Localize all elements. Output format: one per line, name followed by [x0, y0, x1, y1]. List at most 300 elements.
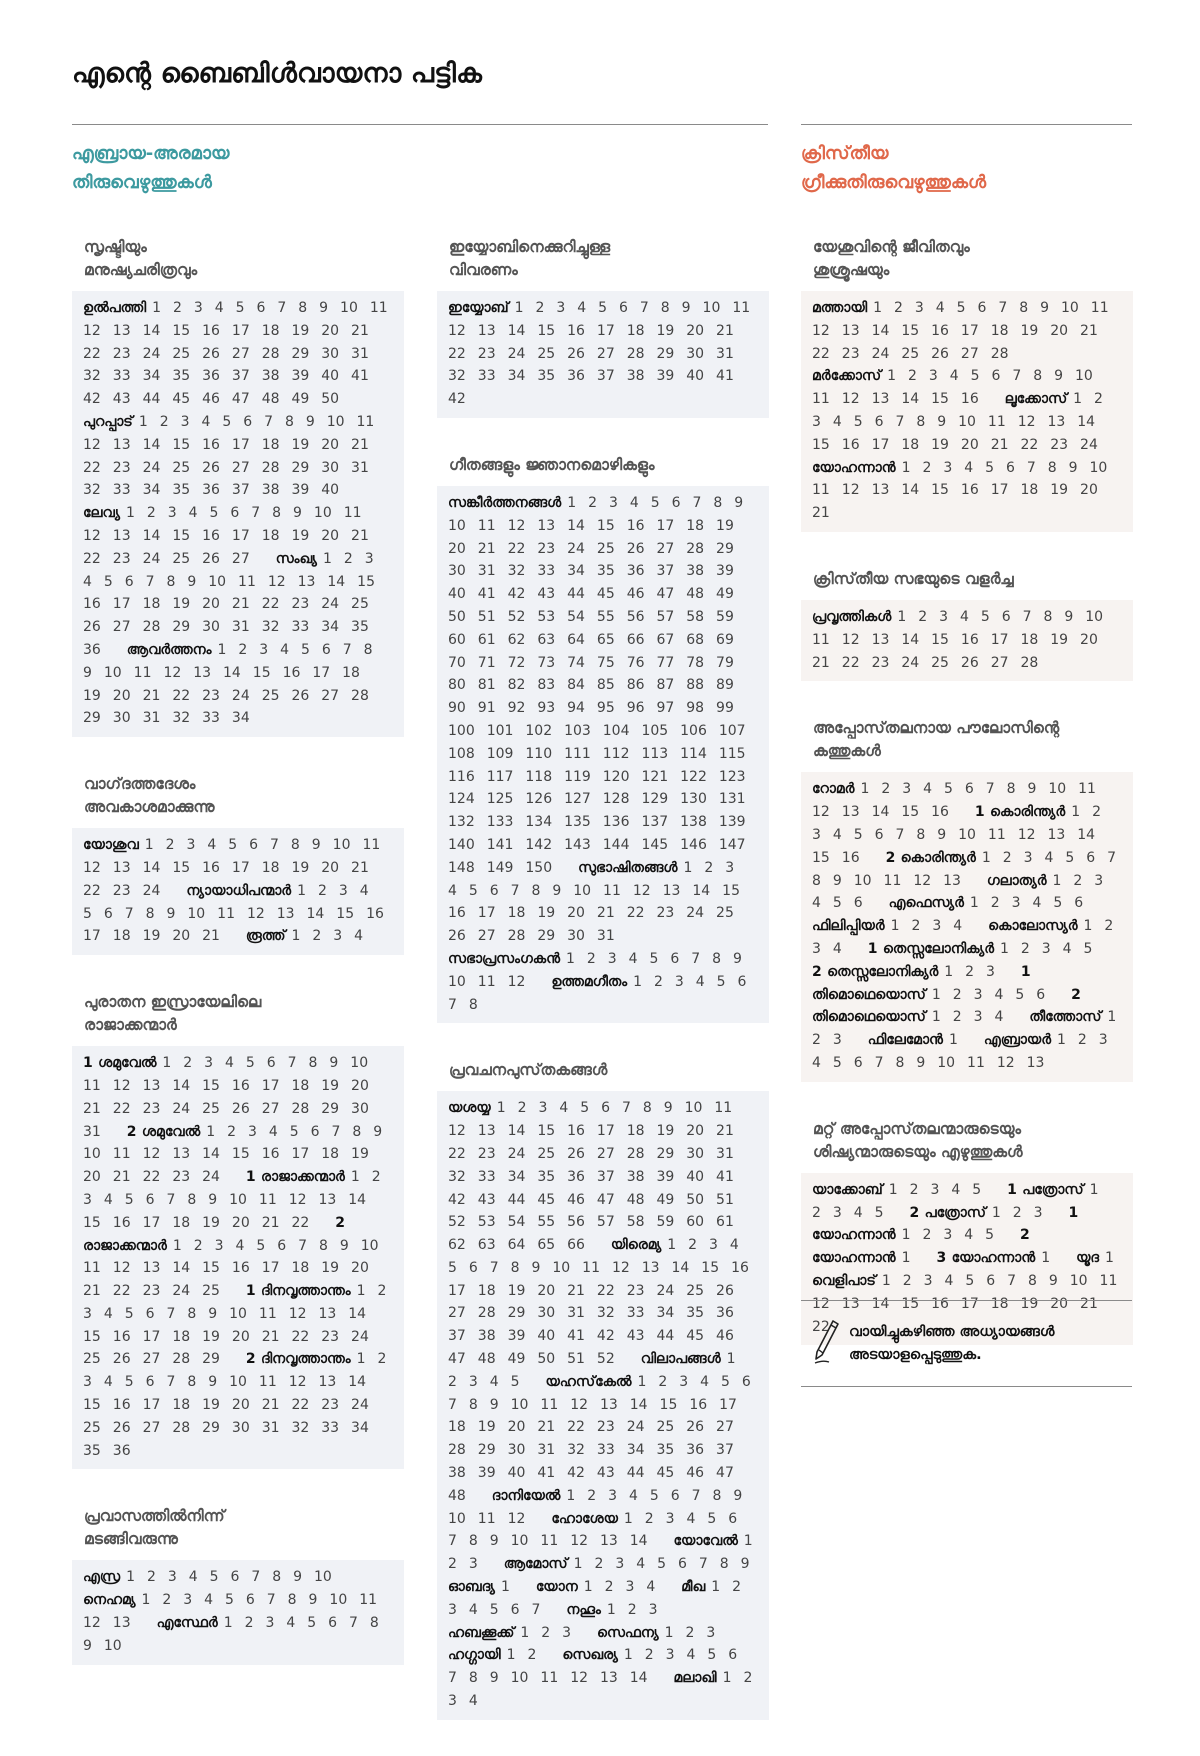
chapter-number[interactable]: 16 — [282, 664, 301, 681]
chapter-number[interactable]: 119 — [564, 768, 591, 785]
chapter-number[interactable]: 1 — [637, 1373, 647, 1390]
chapter-number[interactable]: 14 — [306, 905, 325, 922]
chapter-number[interactable]: 1 — [623, 1647, 633, 1664]
chapter-number[interactable]: 8 — [318, 1237, 328, 1254]
chapter-number[interactable]: 11 — [540, 1670, 559, 1687]
chapter-number[interactable]: 28 — [507, 928, 526, 945]
chapter-number[interactable]: 8 — [1019, 300, 1029, 316]
chapter-number[interactable]: 1 — [500, 1579, 510, 1596]
chapter-number[interactable]: 17 — [871, 436, 890, 453]
chapter-number[interactable]: 9 — [305, 413, 315, 430]
chapter-number[interactable]: 9 — [733, 1487, 743, 1504]
chapter-number[interactable]: 6 — [874, 413, 884, 430]
chapter-number[interactable]: 35 — [537, 1168, 556, 1185]
chapter-number[interactable]: 23 — [626, 1282, 645, 1299]
chapter-number[interactable]: 5 — [245, 1055, 255, 1072]
chapter-number[interactable]: 32 — [507, 563, 526, 580]
chapter-number[interactable]: 4 — [686, 1647, 696, 1664]
chapter-number[interactable]: 7 — [145, 573, 155, 590]
chapter-number[interactable]: 14 — [1077, 826, 1096, 843]
chapter-number[interactable]: 13 — [841, 1295, 860, 1312]
chapter-number[interactable]: 68 — [686, 631, 705, 648]
chapter-number[interactable]: 56 — [626, 608, 645, 625]
chapter-number[interactable]: 6 — [1074, 895, 1084, 912]
chapter-number[interactable]: 27 — [142, 1351, 161, 1368]
chapter-number[interactable]: 22 — [841, 654, 860, 671]
chapter-number[interactable]: 107 — [718, 722, 746, 739]
chapter-number[interactable]: 2 — [162, 1592, 172, 1609]
chapter-number[interactable]: 51 — [567, 1351, 585, 1368]
chapter-number[interactable]: 1 — [890, 918, 900, 935]
chapter-number[interactable]: 15 — [202, 1077, 220, 1094]
chapter-number[interactable]: 7 — [1007, 1272, 1017, 1289]
chapter-number[interactable]: 23 — [202, 687, 220, 704]
chapter-number[interactable]: 23 — [172, 1169, 191, 1186]
chapter-number[interactable]: 8 — [468, 1396, 478, 1413]
chapter-number[interactable]: 36 — [83, 641, 101, 658]
chapter-number[interactable]: 3 — [932, 918, 942, 935]
chapter-number[interactable]: 47 — [656, 586, 675, 603]
chapter-number[interactable]: 22 — [291, 1328, 310, 1345]
chapter-number[interactable]: 13 — [662, 882, 681, 899]
chapter-number[interactable]: 23 — [291, 596, 310, 613]
chapter-number[interactable]: 1 — [1052, 872, 1062, 889]
chapter-number[interactable]: 14 — [692, 882, 711, 899]
chapter-number[interactable]: 16 — [112, 1214, 131, 1231]
chapter-number[interactable]: 27 — [596, 345, 615, 362]
chapter-number[interactable]: 3 — [608, 1487, 618, 1504]
chapter-number[interactable]: 7 — [1107, 849, 1117, 866]
chapter-number[interactable]: 52 — [596, 1351, 615, 1368]
chapter-number[interactable]: 12 — [246, 905, 265, 922]
chapter-number[interactable]: 101 — [486, 722, 514, 739]
chapter-number[interactable]: 19 — [202, 1328, 220, 1345]
chapter-number[interactable]: 16 — [960, 631, 979, 648]
chapter-number[interactable]: 9 — [187, 573, 197, 590]
chapter-number[interactable]: 59 — [716, 608, 734, 625]
chapter-number[interactable]: 2 — [1012, 1204, 1022, 1221]
chapter-number[interactable]: 1 — [726, 1351, 736, 1368]
chapter-number[interactable]: 27 — [231, 345, 250, 362]
chapter-number[interactable]: 126 — [525, 791, 553, 808]
chapter-number[interactable]: 2 — [732, 1579, 741, 1596]
chapter-number[interactable]: 31 — [261, 1419, 280, 1436]
chapter-number[interactable]: 11 — [883, 872, 902, 889]
chapter-number[interactable]: 3 — [930, 1181, 940, 1198]
chapter-number[interactable]: 3 — [943, 459, 953, 476]
chapter-number[interactable]: 4 — [959, 608, 969, 625]
chapter-number[interactable]: 54 — [507, 1214, 526, 1231]
chapter-number[interactable]: 7 — [287, 1055, 297, 1072]
chapter-number[interactable]: 5 — [985, 459, 995, 476]
chapter-number[interactable]: 30 — [202, 619, 220, 636]
chapter-number[interactable]: 22 — [448, 345, 466, 362]
chapter-number[interactable]: 8 — [719, 1556, 729, 1573]
chapter-number[interactable]: 15 — [812, 849, 830, 866]
chapter-number[interactable]: 3 — [902, 781, 912, 798]
chapter-number[interactable]: 20 — [507, 1419, 526, 1436]
chapter-number[interactable]: 24 — [142, 550, 161, 567]
chapter-number[interactable]: 6 — [230, 1569, 240, 1586]
chapter-number[interactable]: 3 — [832, 1204, 842, 1221]
chapter-number[interactable]: 1 — [141, 1592, 151, 1609]
chapter-number[interactable]: 62 — [448, 1237, 466, 1254]
chapter-number[interactable]: 24 — [351, 1328, 369, 1345]
chapter-number[interactable]: 13 — [318, 1191, 337, 1208]
chapter-number[interactable]: 11 — [477, 1510, 496, 1527]
chapter-number[interactable]: 3 — [928, 368, 938, 385]
chapter-number[interactable]: 43 — [112, 391, 131, 408]
chapter-number[interactable]: 14 — [507, 1123, 526, 1140]
chapter-number[interactable]: 15 — [83, 1397, 101, 1414]
chapter-number[interactable]: 63 — [477, 1237, 496, 1254]
chapter-number[interactable]: 21 — [142, 687, 161, 704]
chapter-number[interactable]: 17 — [231, 859, 250, 876]
chapter-number[interactable]: 36 — [202, 368, 220, 385]
chapter-number[interactable]: 7 — [124, 905, 134, 922]
chapter-number[interactable]: 1 — [1089, 1181, 1099, 1198]
chapter-number[interactable]: 143 — [564, 836, 591, 853]
chapter-number[interactable]: 2 — [1020, 940, 1030, 957]
chapter-number[interactable]: 23 — [841, 345, 860, 362]
chapter-number[interactable]: 1 — [1071, 804, 1081, 821]
chapter-number[interactable]: 17 — [83, 928, 101, 945]
chapter-number[interactable]: 4 — [225, 1055, 234, 1072]
chapter-number[interactable]: 2 — [922, 459, 932, 476]
chapter-number[interactable]: 23 — [112, 345, 131, 362]
chapter-number[interactable]: 44 — [626, 1465, 645, 1482]
chapter-number[interactable]: 22 — [1020, 436, 1039, 453]
chapter-number[interactable]: 16 — [731, 1259, 749, 1276]
chapter-number[interactable]: 9 — [916, 1054, 926, 1071]
chapter-number[interactable]: 3 — [468, 1556, 478, 1573]
chapter-number[interactable]: 2 — [377, 1283, 387, 1300]
chapter-number[interactable]: 27 — [990, 654, 1009, 671]
chapter-number[interactable]: 17 — [960, 1295, 979, 1312]
chapter-number[interactable]: 66 — [626, 631, 645, 648]
chapter-number[interactable]: 29 — [477, 1442, 496, 1459]
chapter-number[interactable]: 137 — [641, 814, 669, 831]
chapter-number[interactable]: 2 — [541, 1624, 551, 1641]
chapter-number[interactable]: 7 — [251, 505, 261, 522]
chapter-number[interactable]: 80 — [448, 677, 466, 694]
chapter-number[interactable]: 32 — [567, 1442, 585, 1459]
chapter-number[interactable]: 10 — [313, 1569, 332, 1586]
chapter-number[interactable]: 24 — [507, 345, 526, 362]
chapter-number[interactable]: 19 — [291, 436, 310, 453]
chapter-number[interactable]: 7 — [510, 882, 520, 899]
chapter-number[interactable]: 5 — [650, 494, 660, 511]
chapter-number[interactable]: 138 — [680, 814, 707, 831]
chapter-number[interactable]: 21 — [231, 596, 250, 613]
chapter-number[interactable]: 27 — [231, 550, 250, 567]
chapter-number[interactable]: 5 — [649, 950, 659, 967]
chapter-number[interactable]: 35 — [686, 1305, 705, 1322]
chapter-number[interactable]: 7 — [692, 494, 702, 511]
chapter-number[interactable]: 63 — [537, 631, 556, 648]
chapter-number[interactable]: 14 — [567, 517, 585, 534]
chapter-number[interactable]: 19 — [1020, 322, 1039, 339]
chapter-number[interactable]: 6 — [103, 905, 113, 922]
chapter-number[interactable]: 8 — [712, 1487, 722, 1504]
chapter-number[interactable]: 4 — [103, 1191, 113, 1208]
chapter-number[interactable]: 1 — [350, 1169, 360, 1186]
chapter-number[interactable]: 9 — [489, 1670, 499, 1687]
chapter-number[interactable]: 3 — [615, 1556, 625, 1573]
chapter-number[interactable]: 3 — [1023, 849, 1033, 866]
chapter-number[interactable]: 20 — [112, 687, 131, 704]
chapter-number[interactable]: 12 — [570, 1533, 589, 1550]
chapter-number[interactable]: 18 — [1020, 482, 1039, 499]
chapter-number[interactable]: 2 — [587, 1487, 597, 1504]
chapter-number[interactable]: 23 — [477, 345, 496, 362]
chapter-number[interactable]: 22 — [83, 550, 101, 567]
chapter-number[interactable]: 8 — [916, 413, 926, 430]
chapter-number[interactable]: 29 — [716, 540, 734, 557]
chapter-number[interactable]: 13 — [297, 573, 316, 590]
chapter-number[interactable]: 12 — [507, 1510, 526, 1527]
chapter-number[interactable]: 8 — [468, 1670, 478, 1687]
chapter-number[interactable]: 1 — [606, 1601, 616, 1618]
chapter-number[interactable]: 12 — [611, 1259, 630, 1276]
chapter-number[interactable]: 13 — [112, 322, 131, 339]
chapter-number[interactable]: 11 — [112, 1146, 131, 1163]
chapter-number[interactable]: 7 — [489, 1259, 499, 1276]
chapter-number[interactable]: 17 — [142, 1214, 161, 1231]
chapter-number[interactable]: 42 — [567, 1465, 585, 1482]
chapter-number[interactable]: 25 — [537, 345, 556, 362]
chapter-number[interactable]: 27 — [142, 1419, 161, 1436]
chapter-number[interactable]: 84 — [567, 677, 585, 694]
chapter-number[interactable]: 11 — [812, 391, 830, 408]
chapter-number[interactable]: 40 — [507, 1465, 526, 1482]
chapter-number[interactable]: 1 — [126, 1569, 136, 1586]
chapter-number[interactable]: 13 — [112, 527, 131, 544]
chapter-number[interactable]: 5 — [228, 837, 238, 854]
chapter-number[interactable]: 2 — [922, 1227, 932, 1244]
chapter-number[interactable]: 5 — [716, 973, 726, 990]
chapter-number[interactable]: 14 — [671, 1259, 690, 1276]
chapter-number[interactable]: 18 — [261, 859, 280, 876]
chapter-number[interactable]: 33 — [112, 482, 131, 499]
chapter-number[interactable]: 20 — [448, 540, 466, 557]
chapter-number[interactable]: 2 — [654, 973, 663, 990]
chapter-number[interactable]: 3 — [679, 1373, 689, 1390]
chapter-number[interactable]: 7 — [448, 996, 457, 1013]
chapter-number[interactable]: 42 — [507, 586, 526, 603]
chapter-number[interactable]: 18 — [901, 436, 920, 453]
chapter-number[interactable]: 17 — [231, 322, 250, 339]
chapter-number[interactable]: 16 — [841, 849, 860, 866]
chapter-number[interactable]: 4 — [280, 641, 290, 658]
chapter-number[interactable]: 13 — [142, 1260, 161, 1277]
chapter-number[interactable]: 5 — [1015, 986, 1025, 1003]
chapter-number[interactable]: 4 — [468, 1601, 478, 1618]
chapter-number[interactable]: 41 — [716, 1168, 734, 1185]
chapter-number[interactable]: 20 — [567, 905, 585, 922]
chapter-number[interactable]: 1 — [901, 1227, 911, 1244]
chapter-number[interactable]: 14 — [1077, 413, 1096, 430]
chapter-number[interactable]: 19 — [321, 1260, 340, 1277]
chapter-number[interactable]: 4 — [103, 1305, 113, 1322]
chapter-number[interactable]: 36 — [567, 1168, 585, 1185]
chapter-number[interactable]: 16 — [202, 436, 220, 453]
chapter-number[interactable]: 18 — [261, 322, 280, 339]
chapter-number[interactable]: 2 — [1002, 849, 1012, 866]
chapter-number[interactable]: 9 — [1027, 781, 1037, 798]
chapter-number[interactable]: 8 — [1047, 459, 1057, 476]
chapter-number[interactable]: 45 — [172, 391, 191, 408]
chapter-number[interactable]: 8 — [916, 826, 926, 843]
chapter-number[interactable]: 3 — [665, 1647, 675, 1664]
chapter-number[interactable]: 25 — [931, 654, 949, 671]
chapter-number[interactable]: 38 — [626, 1168, 645, 1185]
chapter-number[interactable]: 18 — [990, 322, 1009, 339]
chapter-number[interactable]: 33 — [626, 1305, 645, 1322]
chapter-number[interactable]: 12 — [142, 1146, 161, 1163]
chapter-number[interactable]: 2 — [894, 300, 903, 316]
chapter-number[interactable]: 8 — [1033, 368, 1043, 385]
chapter-number[interactable]: 15 — [722, 882, 740, 899]
chapter-number[interactable]: 23 — [142, 1100, 161, 1117]
chapter-number[interactable]: 2 — [907, 368, 917, 385]
chapter-number[interactable]: 2 — [918, 608, 928, 625]
chapter-number[interactable]: 2 — [952, 1009, 962, 1026]
chapter-number[interactable]: 3 — [562, 1624, 572, 1641]
chapter-number[interactable]: 9 — [83, 1637, 92, 1654]
chapter-number[interactable]: 2 — [604, 1579, 614, 1596]
chapter-number[interactable]: 18 — [172, 1214, 191, 1231]
chapter-number[interactable]: 16 — [231, 1077, 250, 1094]
chapter-number[interactable]: 18 — [142, 596, 161, 613]
chapter-number[interactable]: 59 — [656, 1214, 675, 1231]
chapter-number[interactable]: 1 — [514, 300, 524, 316]
chapter-number[interactable]: 25 — [83, 1419, 101, 1436]
chapter-number[interactable]: 28 — [172, 1351, 191, 1368]
chapter-number[interactable]: 44 — [656, 1328, 675, 1345]
chapter-number[interactable]: 17 — [142, 1328, 161, 1345]
chapter-number[interactable]: 2 — [312, 928, 322, 945]
chapter-number[interactable]: 117 — [486, 768, 514, 785]
chapter-number[interactable]: 9 — [208, 1191, 218, 1208]
chapter-number[interactable]: 27 — [112, 619, 131, 636]
chapter-number[interactable]: 24 — [231, 687, 250, 704]
chapter-number[interactable]: 2 — [952, 986, 962, 1003]
chapter-number[interactable]: 39 — [291, 482, 310, 499]
chapter-number[interactable]: 28 — [477, 1305, 496, 1322]
chapter-number[interactable]: 4 — [935, 300, 945, 316]
chapter-number[interactable]: 3 — [338, 882, 348, 899]
chapter-number[interactable]: 8 — [290, 837, 300, 854]
chapter-number[interactable]: 6 — [601, 1100, 610, 1117]
chapter-number[interactable]: 6 — [249, 837, 259, 854]
chapter-number[interactable]: 9 — [531, 1259, 541, 1276]
chapter-number[interactable]: 6 — [243, 413, 253, 430]
chapter-number[interactable]: 49 — [507, 1351, 526, 1368]
chapter-number[interactable]: 1 — [981, 849, 991, 866]
chapter-number[interactable]: 32 — [448, 368, 466, 385]
chapter-number[interactable]: 13 — [599, 1533, 618, 1550]
chapter-number[interactable]: 9 — [1068, 459, 1078, 476]
chapter-number[interactable]: 3 — [204, 1055, 214, 1072]
chapter-number[interactable]: 23 — [537, 540, 556, 557]
chapter-number[interactable]: 4 — [700, 1373, 710, 1390]
chapter-number[interactable]: 118 — [525, 768, 553, 785]
chapter-number[interactable]: 28 — [448, 1442, 466, 1459]
chapter-number[interactable]: 32 — [448, 1168, 466, 1185]
chapter-number[interactable]: 2 — [159, 413, 169, 430]
chapter-number[interactable]: 25 — [686, 1282, 705, 1299]
chapter-number[interactable]: 5 — [598, 300, 608, 316]
chapter-number[interactable]: 24 — [686, 905, 705, 922]
chapter-number[interactable]: 1 — [152, 300, 162, 316]
chapter-number[interactable]: 120 — [602, 768, 630, 785]
chapter-number[interactable]: 48 — [261, 391, 280, 408]
chapter-number[interactable]: 71 — [477, 654, 496, 671]
chapter-number[interactable]: 40 — [537, 1328, 556, 1345]
chapter-number[interactable]: 1 — [496, 1100, 506, 1117]
chapter-number[interactable]: 25 — [202, 1100, 220, 1117]
chapter-number[interactable]: 12 — [288, 1305, 307, 1322]
chapter-number[interactable]: 89 — [716, 677, 734, 694]
chapter-number[interactable]: 12 — [841, 482, 860, 499]
chapter-number[interactable]: 36 — [686, 1442, 705, 1459]
chapter-number[interactable]: 20 — [686, 1123, 705, 1140]
chapter-number[interactable]: 30 — [321, 459, 340, 476]
chapter-number[interactable]: 4 — [629, 1487, 638, 1504]
chapter-number[interactable]: 41 — [716, 368, 734, 385]
chapter-number[interactable]: 5 — [124, 1305, 134, 1322]
chapter-number[interactable]: 46 — [567, 1191, 585, 1208]
chapter-number[interactable]: 21 — [1080, 322, 1098, 339]
chapter-number[interactable]: 1 — [206, 1123, 216, 1140]
chapter-number[interactable]: 8 — [284, 413, 294, 430]
chapter-number[interactable]: 55 — [596, 608, 615, 625]
chapter-number[interactable]: 60 — [686, 1214, 705, 1231]
chapter-number[interactable]: 12 — [112, 1260, 131, 1277]
chapter-number[interactable]: 10 — [573, 882, 592, 899]
chapter-number[interactable]: 26 — [626, 540, 645, 557]
chapter-number[interactable]: 20 — [1050, 322, 1069, 339]
chapter-number[interactable]: 14 — [142, 859, 161, 876]
chapter-number[interactable]: 14 — [142, 527, 161, 544]
chapter-number[interactable]: 18 — [990, 1295, 1009, 1312]
chapter-number[interactable]: 4 — [832, 826, 842, 843]
chapter-number[interactable]: 11 — [83, 1077, 101, 1094]
chapter-number[interactable]: 5 — [468, 882, 478, 899]
chapter-number[interactable]: 4 — [832, 940, 842, 957]
chapter-number[interactable]: 26 — [931, 345, 949, 362]
chapter-number[interactable]: 14 — [871, 322, 890, 339]
chapter-number[interactable]: 62 — [507, 631, 526, 648]
chapter-number[interactable]: 61 — [716, 1214, 734, 1231]
chapter-number[interactable]: 7 — [874, 1054, 884, 1071]
chapter-number[interactable]: 9 — [373, 1123, 383, 1140]
chapter-number[interactable]: 124 — [448, 791, 475, 808]
chapter-number[interactable]: 34 — [567, 563, 585, 580]
chapter-number[interactable]: 12 — [288, 1374, 307, 1391]
chapter-number[interactable]: 24 — [351, 1397, 369, 1414]
chapter-number[interactable]: 7 — [985, 781, 995, 798]
chapter-number[interactable]: 77 — [656, 654, 675, 671]
chapter-number[interactable]: 48 — [448, 1487, 466, 1504]
chapter-number[interactable]: 28 — [990, 345, 1009, 362]
chapter-number[interactable]: 23 — [321, 1397, 340, 1414]
chapter-number[interactable]: 26 — [686, 1419, 705, 1436]
chapter-number[interactable]: 91 — [477, 700, 496, 717]
chapter-number[interactable]: 38 — [686, 563, 705, 580]
chapter-number[interactable]: 21 — [1080, 1295, 1098, 1312]
